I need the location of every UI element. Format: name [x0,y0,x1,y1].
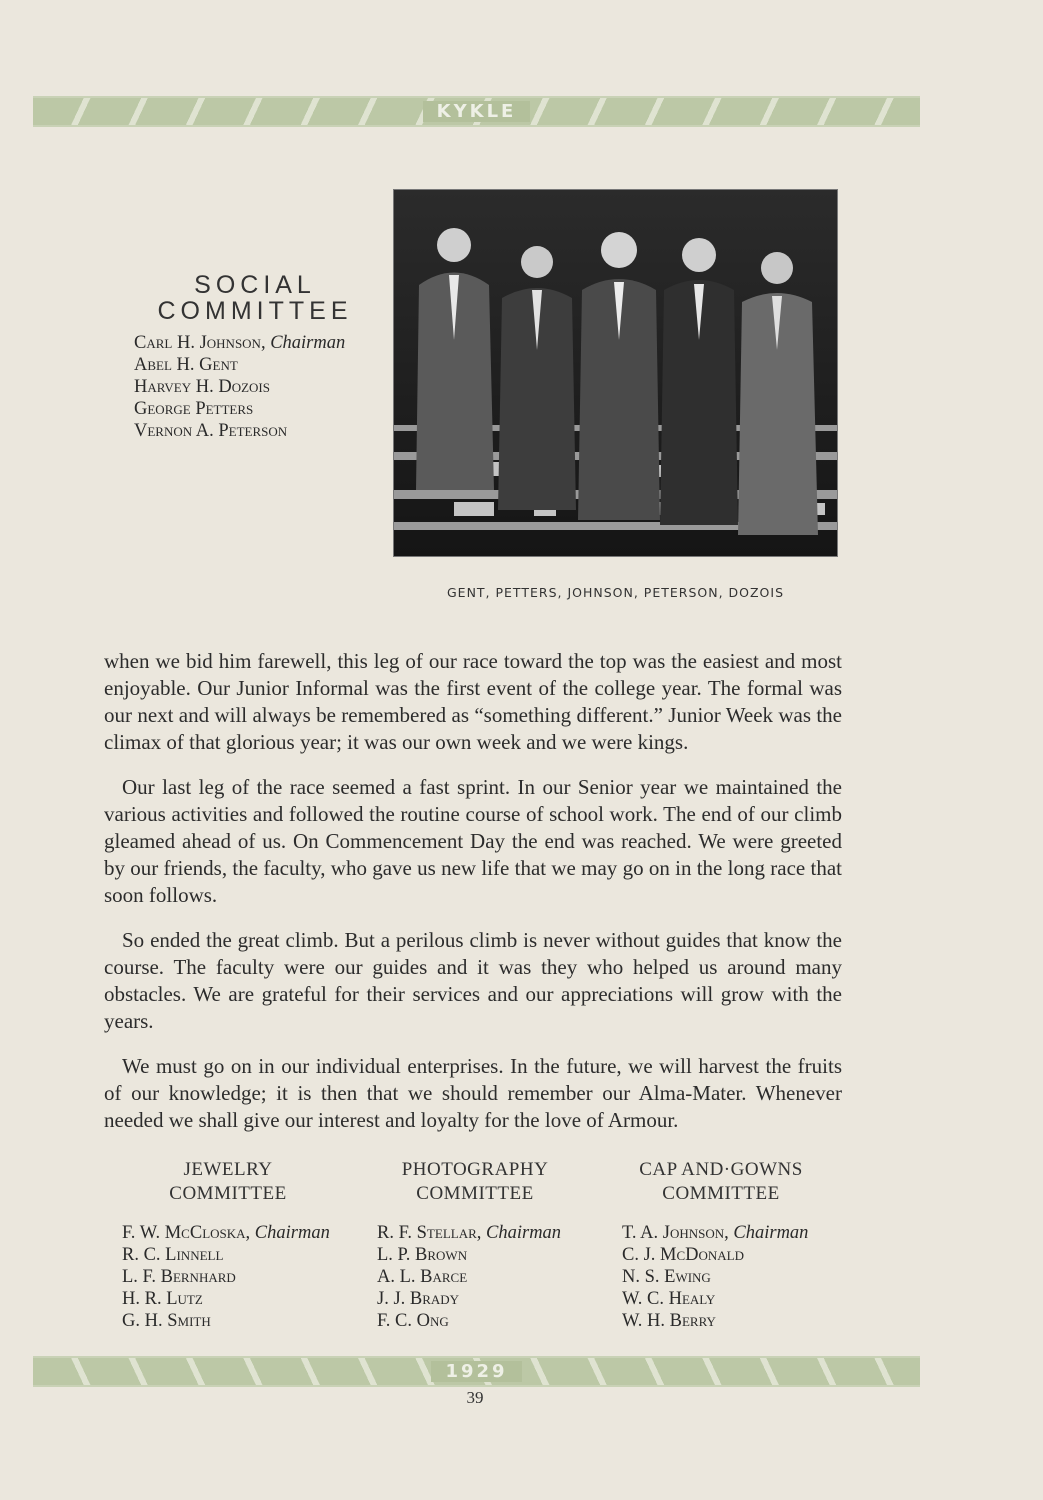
committee-members [377,1222,592,1332]
committee-title-line1: CAP AND·GOWNS [639,1159,803,1180]
committee-member: W. H. Berry [622,1311,716,1331]
chairman-role: Chairman [733,1223,809,1243]
social-committee-title-line2: COMMITTEE [157,297,353,325]
committee-chairman [122,1222,352,1244]
committee-member: A. L. Barce [377,1267,468,1287]
cap-and-gowns-committee [622,1158,837,1332]
committee-member: J. J. Brady [377,1289,460,1309]
committee-title-line1: PHOTOGRAPHY [401,1159,549,1180]
footer-ornament-band [33,1356,920,1387]
committee-member: Vernon A. Peterson [134,421,288,441]
photo-caption: GENT, PETTERS, JOHNSON, PETERSON, DOZOIS [446,585,785,600]
chairman-name: T. A. Johnson, [622,1223,729,1243]
group-photo-illustration [394,190,837,556]
committee-member: W. C. Healy [622,1289,716,1309]
committee-member: C. J. McDonald [622,1245,745,1265]
body-paragraph: Our last leg of the race seemed a fast sprint. In our Senior year we maintained the various activities and followed the routine course of school work. The end of our climb gleamed ahead of us. On Commencement Day the end was reached. We were greeted by our friends, the faculty, who gave us new life that we may go on in the long race that soon follows. [104,775,842,907]
committee-member: H. R. Lutz [122,1289,203,1309]
committee-member: L. P. Brown [377,1245,468,1265]
body-paragraph: So ended the great climb. But a perilous climb is never without guides that know the course. The faculty were our guides and it was they who helped us around many obstacles. We are grateful for their services and our appreciations will grow with the years. [104,928,842,1033]
yearbook-year: 1929 [431,1361,521,1382]
chairman-role: Chairman [270,333,346,353]
photography-committee [377,1158,592,1332]
committee-member: R. C. Linnell [122,1245,224,1265]
chairman-role: Chairman [254,1223,330,1243]
chairman-role: Chairman [486,1223,562,1243]
body-paragraph: when we bid him farewell, this leg of our race toward the top was the easiest and most enjoyable. Our Junior Informal was the first event of the college year. The formal was our next and will always be remembered as “something different.” Junior Week was the climax of that glorious year; it was our own week and we were kings. [104,649,842,754]
committee-member: Abel H. Gent [134,355,238,375]
body-paragraph: We must go on in our individual enterprises. In the future, we will harvest the fruits of our knowledge; it is then that we should remember our Alma-Mater. Whenever needed we shall give our interest and loyalty for the love of Armour. [104,1054,842,1132]
committee-title-line2: COMMITTEE [169,1183,287,1204]
committee-member: L. F. Bernhard [122,1267,236,1287]
jewelry-committee [122,1158,352,1332]
committee-members [122,1222,352,1332]
yearbook-title: KYKLE [423,101,531,122]
chairman-name: F. W. McCloska, [122,1223,251,1243]
committee-chairman [377,1222,592,1244]
social-committee-members [120,332,390,442]
committee-title-line1: JEWELRY [183,1159,273,1180]
committee-member: George Petters [134,399,254,419]
committee-chairman [622,1222,837,1244]
committee-member: N. S. Ewing [622,1267,711,1287]
social-committee [120,272,390,442]
committee-member: Harvey H. Dozois [134,377,270,397]
header-ornament-band [33,96,920,127]
committee-group-photo [393,189,838,557]
social-committee-chairman [120,332,390,354]
committee-member: F. C. Ong [377,1311,449,1331]
chairman-name: R. F. Stellar, [377,1223,482,1243]
committee-title-line2: COMMITTEE [416,1183,534,1204]
committee-member: G. H. Smith [122,1311,211,1331]
social-committee-title-line1: SOCIAL [194,271,316,299]
committee-members [622,1222,837,1332]
chairman-name: Carl H. Johnson, [134,333,266,353]
page-number: 39 [466,1388,484,1407]
body-text [104,648,842,1152]
committee-title-line2: COMMITTEE [662,1183,780,1204]
